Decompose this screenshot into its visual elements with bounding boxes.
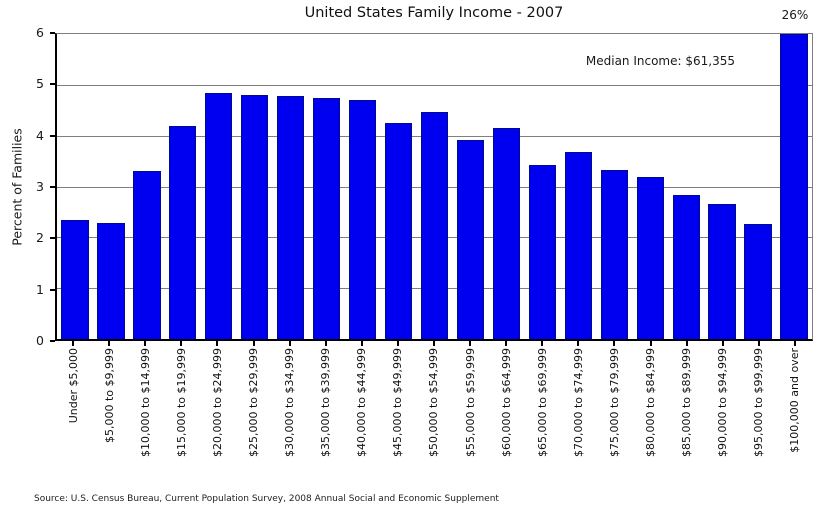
bar-slot — [560, 34, 596, 339]
x-tick-mark — [758, 341, 760, 346]
x-label-cell — [91, 348, 127, 480]
bar — [349, 100, 376, 339]
x-label-cell — [272, 348, 308, 480]
x-label-cell — [741, 348, 777, 480]
bar-slot — [596, 34, 632, 339]
x-tick-label: $30,000 to $34,999 — [283, 348, 297, 458]
bar — [529, 165, 556, 339]
y-tick-label: 5 — [36, 76, 44, 92]
x-label-cell — [344, 348, 380, 480]
bar — [708, 204, 735, 339]
y-tick-label: 4 — [36, 127, 44, 143]
x-tick-mark — [253, 341, 255, 346]
x-tick-label: $100,000 and over — [788, 348, 802, 453]
bar-slot — [668, 34, 704, 339]
bar-slot — [165, 34, 201, 339]
bar-slot — [704, 34, 740, 339]
x-tick-mark — [794, 341, 796, 346]
bar-slot — [776, 34, 812, 339]
x-tick-label: $80,000 to $84,999 — [644, 348, 658, 458]
x-label-cell — [633, 348, 669, 480]
bar-slot — [273, 34, 309, 339]
x-label-cell — [163, 348, 199, 480]
bar — [565, 152, 592, 339]
x-tick-label: $70,000 to $74,999 — [571, 348, 585, 458]
x-tick-mark — [650, 341, 652, 346]
x-tick-label: $75,000 to $79,999 — [607, 348, 621, 458]
x-tick-label: $20,000 to $24,999 — [210, 348, 224, 458]
bar-slot — [57, 34, 93, 339]
x-tick-label: $5,000 to $9,999 — [102, 348, 116, 444]
bar-slot — [632, 34, 668, 339]
x-tick-mark — [180, 341, 182, 346]
bar — [133, 171, 160, 339]
x-label-cell — [777, 348, 813, 480]
bar-slot — [488, 34, 524, 339]
bar — [673, 195, 700, 339]
x-tick-mark — [433, 341, 435, 346]
y-tick-label: 0 — [36, 332, 44, 348]
bar — [421, 112, 448, 339]
bar-slot — [201, 34, 237, 339]
x-tick-mark — [289, 341, 291, 346]
chart-title: United States Family Income - 2007 — [304, 5, 564, 21]
x-tick-mark — [397, 341, 399, 346]
x-label-cell — [596, 348, 632, 480]
x-tick-label: $15,000 to $19,999 — [174, 348, 188, 458]
x-tick-mark — [144, 341, 146, 346]
bar-slot — [93, 34, 129, 339]
x-label-cell — [669, 348, 705, 480]
source-note: Source: U.S. Census Bureau, Current Population Survey, 2008 Annual Social and Economic Supplement — [34, 494, 499, 504]
bar — [601, 170, 628, 339]
x-label-cell — [380, 348, 416, 480]
x-tick-mark — [108, 341, 110, 346]
bar — [744, 224, 771, 339]
x-tick-label: $90,000 to $94,999 — [716, 348, 730, 458]
bar — [241, 95, 268, 340]
bar — [637, 177, 664, 339]
x-tick-label: $95,000 to $99,999 — [752, 348, 766, 458]
y-axis-ticks — [0, 24, 55, 348]
x-label-cell — [452, 348, 488, 480]
y-tick-label: 6 — [36, 24, 44, 40]
bar — [61, 220, 88, 339]
bar-slot — [345, 34, 381, 339]
bar-slot — [129, 34, 165, 339]
x-tick-label: $50,000 to $54,999 — [427, 348, 441, 458]
x-tick-mark — [361, 341, 363, 346]
x-label-cell — [55, 348, 91, 480]
y-tick-label: 3 — [36, 178, 44, 194]
bar-slot — [237, 34, 273, 339]
bar-slot — [524, 34, 560, 339]
bar-slot — [381, 34, 417, 339]
bar-slot — [417, 34, 453, 339]
bar — [780, 34, 807, 339]
x-tick-label: $10,000 to $14,999 — [138, 348, 152, 458]
x-tick-label: $40,000 to $44,999 — [355, 348, 369, 458]
x-label-cell — [308, 348, 344, 480]
x-tick-mark — [216, 341, 218, 346]
x-tick-label: $85,000 to $89,999 — [680, 348, 694, 458]
bar-slot — [309, 34, 345, 339]
clipped-bar-value-label: 26% — [781, 8, 809, 22]
x-tick-label: $55,000 to $59,999 — [463, 348, 477, 458]
x-label-cell — [705, 348, 741, 480]
x-tick-label: $45,000 to $49,999 — [391, 348, 405, 458]
x-tick-label: Under $5,000 — [66, 348, 80, 424]
x-tick-label: $65,000 to $69,999 — [535, 348, 549, 458]
x-tick-mark — [613, 341, 615, 346]
x-tick-mark — [469, 341, 471, 346]
x-axis-ticks — [55, 341, 813, 346]
x-tick-mark — [72, 341, 74, 346]
bar — [385, 123, 412, 339]
x-label-cell — [560, 348, 596, 480]
x-axis-labels — [55, 348, 813, 480]
x-tick-mark — [686, 341, 688, 346]
bar — [457, 140, 484, 339]
bar — [313, 98, 340, 339]
x-tick-label: $60,000 to $64,999 — [499, 348, 513, 458]
x-tick-mark — [505, 341, 507, 346]
x-tick-label: $35,000 to $39,999 — [319, 348, 333, 458]
bar-slot — [740, 34, 776, 339]
bar — [205, 93, 232, 339]
x-label-cell — [488, 348, 524, 480]
bars — [57, 34, 812, 339]
x-tick-mark — [541, 341, 543, 346]
y-tick-label: 1 — [36, 281, 44, 297]
x-label-cell — [524, 348, 560, 480]
y-axis-label: Percent of Families — [9, 128, 25, 246]
bar — [493, 128, 520, 339]
bar-slot — [452, 34, 488, 339]
x-tick-mark — [722, 341, 724, 346]
y-tick-label: 2 — [36, 230, 44, 246]
median-income-annotation: Median Income: $61,355 — [585, 54, 735, 68]
x-tick-mark — [577, 341, 579, 346]
bar — [97, 223, 124, 339]
x-label-cell — [127, 348, 163, 480]
x-label-cell — [235, 348, 271, 480]
x-tick-label: $25,000 to $29,999 — [247, 348, 261, 458]
plot-area — [55, 33, 813, 341]
x-tick-mark — [325, 341, 327, 346]
x-label-cell — [199, 348, 235, 480]
bar — [169, 126, 196, 340]
bar — [277, 96, 304, 339]
x-label-cell — [416, 348, 452, 480]
